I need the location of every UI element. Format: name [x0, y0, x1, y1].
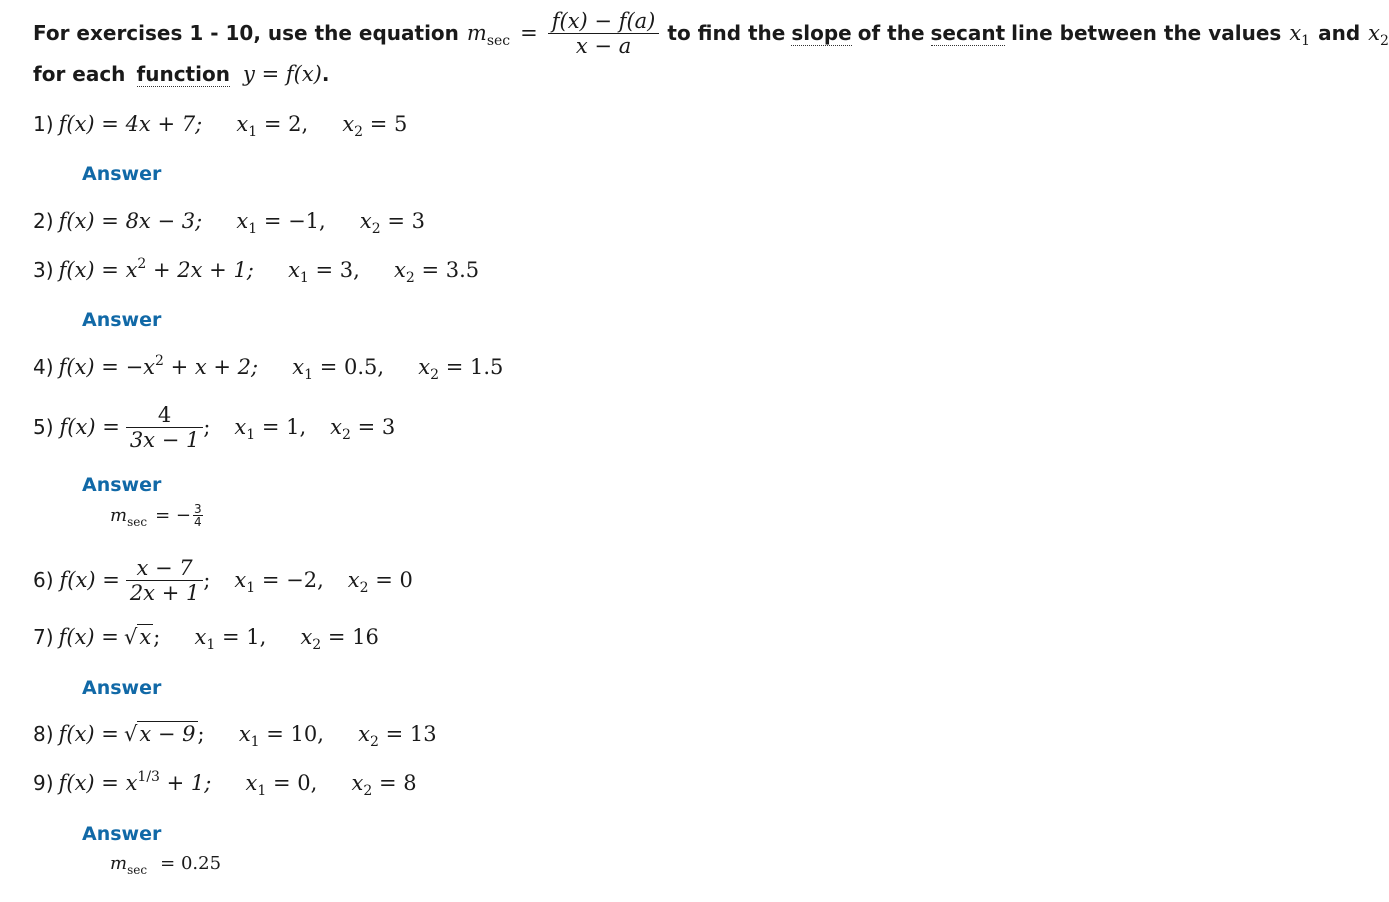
intro-and: and	[1318, 21, 1361, 45]
exercise-function: f(x) =	[58, 625, 119, 649]
x2-value: $x_2 = 3$	[359, 209, 425, 237]
function-fraction: $\frac{x - 7}{2x + 1}$	[126, 556, 204, 605]
x1-value: $x_1 = 0$,	[245, 771, 318, 799]
x2-symbol: $x_2$	[1368, 21, 1389, 49]
exercise-function: f(x) =	[58, 722, 119, 746]
answer-toggle-9[interactable]: Answer	[82, 823, 162, 845]
intro-text-4: line between the values	[1011, 21, 1282, 45]
x1-value: $x_1 = -1$,	[236, 209, 326, 237]
answer-5-fraction: $\frac{3}{4}$	[193, 502, 202, 529]
function-glossary-link[interactable]: function	[136, 62, 230, 86]
exercise-number: 9)	[33, 771, 54, 795]
slope-glossary-link[interactable]: slope	[791, 20, 852, 45]
x2-value: $x_2 = 8$	[351, 771, 417, 799]
intro-line-2	[33, 62, 329, 86]
exercise-5: 5) f(x) = $\frac{4}{3x - 1}$ ; $x_1 = 1$, $x_2 = 3$	[33, 402, 396, 452]
exercise-7: 7) f(x) = √x; $x_1 = 1$, $x_2 = 16$	[33, 625, 379, 653]
exercise-8: 8) f(x) = √x − 9; $x_1 = 10$, $x_2 = 13$	[33, 722, 437, 750]
exercise-2	[33, 209, 425, 237]
exercise-number: 7)	[33, 625, 54, 649]
intro-text-3: of the	[857, 21, 925, 45]
intro-text-1: For exercises 1 - 10, use the equation	[33, 21, 459, 45]
msec-symbol: $m_{sec}$	[466, 21, 511, 49]
exercise-number: 1)	[33, 112, 54, 136]
answer-toggle-5[interactable]: Answer	[82, 474, 162, 496]
exercise-1	[33, 112, 408, 140]
answer-toggle-1[interactable]: Answer	[82, 163, 162, 185]
x1-value: $x_1 = -2$,	[234, 568, 324, 596]
exercise-number: 2)	[33, 209, 54, 233]
x2-value: $x_2 = 0$	[347, 568, 413, 596]
exercise-function: f(x) = 8x − 3;	[58, 209, 203, 233]
secant-formula-fraction	[548, 9, 660, 58]
x1-value: $x_1 = 1$,	[234, 415, 307, 443]
exercise-function: $f(x) = x^{1/3} + 1$;	[58, 769, 212, 795]
function-equation: y = f(x)	[243, 62, 322, 86]
exercise-9	[33, 769, 417, 799]
function-fraction: $\frac{4}{3x - 1}$	[126, 403, 204, 452]
exercise-function: $f(x) = x^2 + 2x + 1$;	[58, 256, 254, 282]
x1-value: $x_1 = 0.5$,	[292, 355, 385, 383]
exercise-function: f(x) =	[59, 415, 120, 439]
x1-value: $x_1 = 3$,	[288, 258, 360, 286]
formula-denominator: x − a	[575, 33, 632, 58]
secant-glossary-link[interactable]: secant	[930, 20, 1006, 45]
x2-value: $x_2 = 16$	[300, 625, 379, 653]
exercise-3	[33, 256, 480, 286]
intro-line-1	[33, 6, 1389, 60]
exercise-function: f(x) = 4x + 7;	[58, 112, 203, 136]
exercise-number: 5)	[33, 415, 54, 439]
exercise-6: 6) f(x) = $\frac{x - 7}{2x + 1}$ ; $x_1 = -2$, $x_2 = 0$	[33, 555, 413, 605]
x1-value: $x_1 = 1$,	[194, 625, 267, 653]
equals-sign: =	[520, 21, 538, 45]
x2-value: $x_2 = 5$	[342, 112, 408, 140]
exercise-number: 6)	[33, 568, 54, 592]
answer-9-content: $m_{sec} = 0.25$	[110, 853, 222, 877]
x1-symbol: $x_1$	[1289, 21, 1311, 49]
x1-value: $x_1 = 2$,	[236, 112, 309, 140]
x2-value: $x_2 = 3.5$	[394, 258, 480, 286]
answer-toggle-3[interactable]: Answer	[82, 309, 162, 331]
exercise-function: $f(x) = -x^2 + x + 2$;	[58, 353, 259, 379]
intro-period: .	[321, 62, 330, 86]
x2-value: $x_2 = 1.5$	[418, 355, 504, 383]
sqrt-symbol: √	[124, 722, 138, 746]
x2-value: $x_2 = 13$	[358, 722, 437, 750]
x1-value: $x_1 = 10$,	[238, 722, 324, 750]
exercise-number: 4)	[33, 355, 54, 379]
intro-text-2: to find the	[667, 21, 786, 45]
radicand: x − 9	[139, 722, 196, 746]
answer-toggle-7[interactable]: Answer	[82, 677, 162, 699]
formula-numerator: f(x) − f(a)	[548, 9, 660, 34]
exercise-function: f(x) =	[59, 568, 120, 592]
intro-line2-text: for each	[33, 62, 126, 86]
sqrt-symbol: √	[124, 625, 138, 649]
exercise-4	[33, 353, 504, 383]
exercise-number: 3)	[33, 258, 54, 282]
answer-5-content: $m_{sec}$ = − $\frac{3}{4}$	[110, 502, 202, 529]
exercise-number: 8)	[33, 722, 54, 746]
x2-value: $x_2 = 3$	[330, 415, 396, 443]
radicand: x	[139, 625, 152, 649]
